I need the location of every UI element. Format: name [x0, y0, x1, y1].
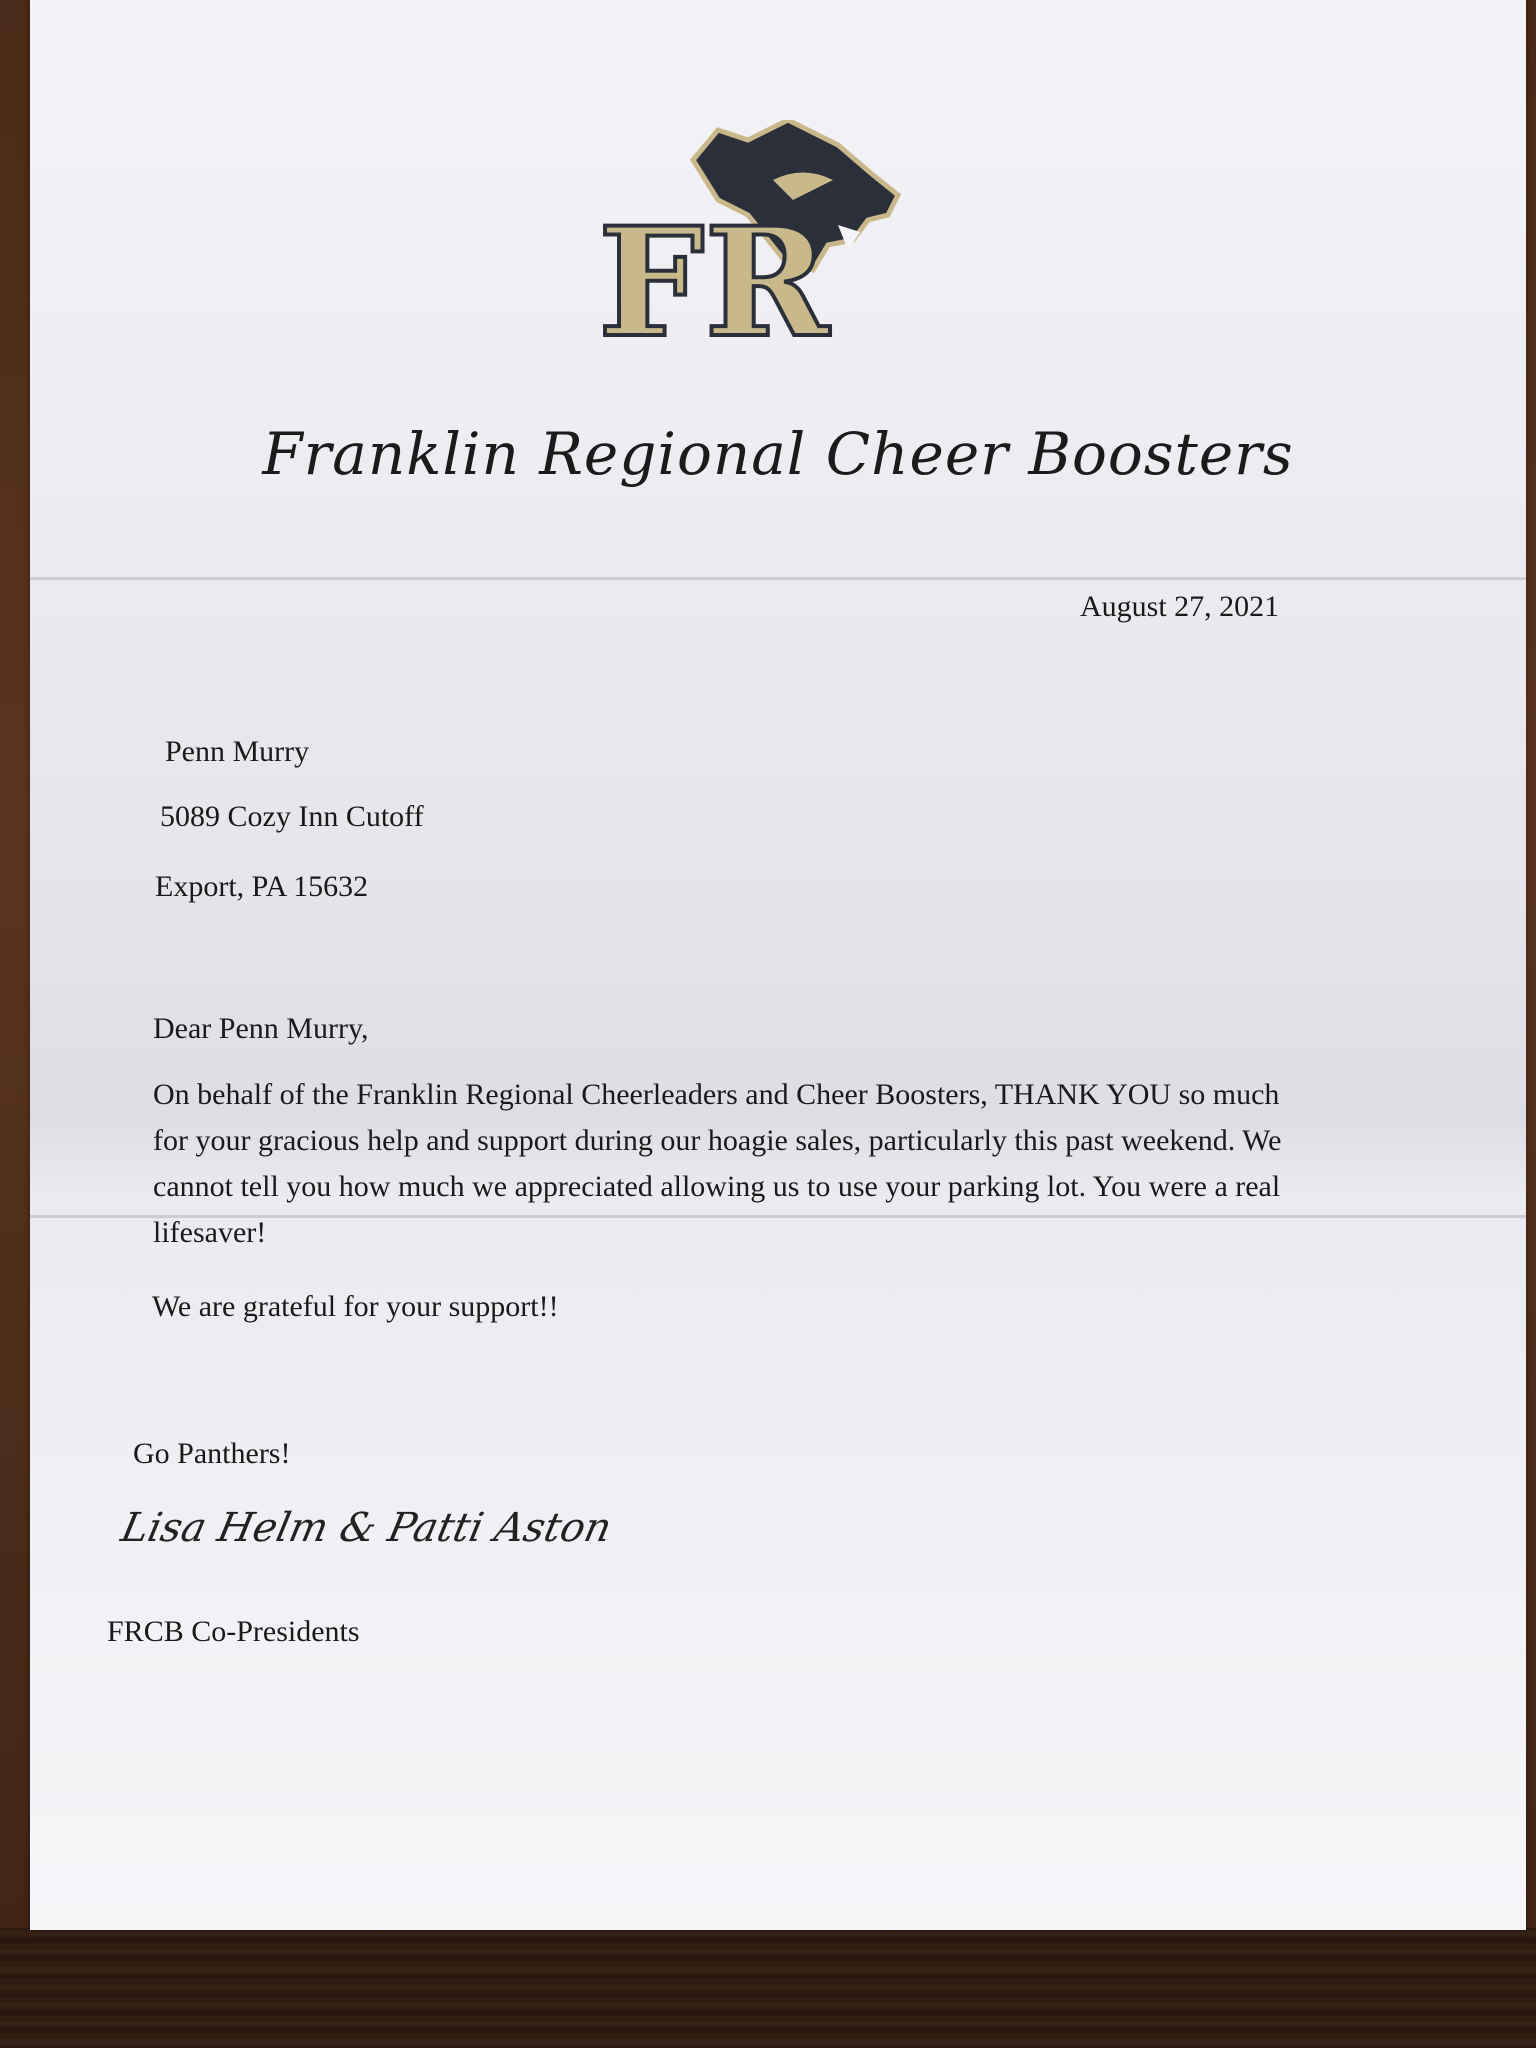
organization-name: Franklin Regional Cheer Boosters: [262, 420, 1294, 488]
salutation: Dear Penn Murry,: [153, 1012, 369, 1045]
panther-logo-icon: [598, 120, 910, 340]
paper-fold-line: [30, 577, 1526, 580]
wooden-table: [0, 1928, 1536, 2048]
recipient-city: Export, PA 15632: [155, 870, 369, 903]
closing: Go Panthers!: [133, 1437, 291, 1470]
letter-paper: [30, 0, 1526, 1930]
grateful-line: We are grateful for your support!!: [152, 1290, 559, 1323]
signer-title: FRCB Co-Presidents: [107, 1615, 360, 1648]
body-paragraph: On behalf of the Franklin Regional Cheerleaders and Cheer Boosters, THANK YOU so much for your gracious help and support during our hoagie sales, particularly this past weekend. We cannot tell you how much we appreciated allowing us to use your parking lot. You were a real lifesaver!: [153, 1078, 1282, 1249]
recipient-name: Penn Murry: [165, 735, 310, 768]
recipient-street: 5089 Cozy Inn Cutoff: [160, 800, 424, 833]
letter-date: August 27, 2021: [1080, 590, 1280, 623]
logo-letters: FR: [598, 195, 830, 340]
signature: Lisa Helm & Patti Aston: [117, 1505, 616, 1551]
